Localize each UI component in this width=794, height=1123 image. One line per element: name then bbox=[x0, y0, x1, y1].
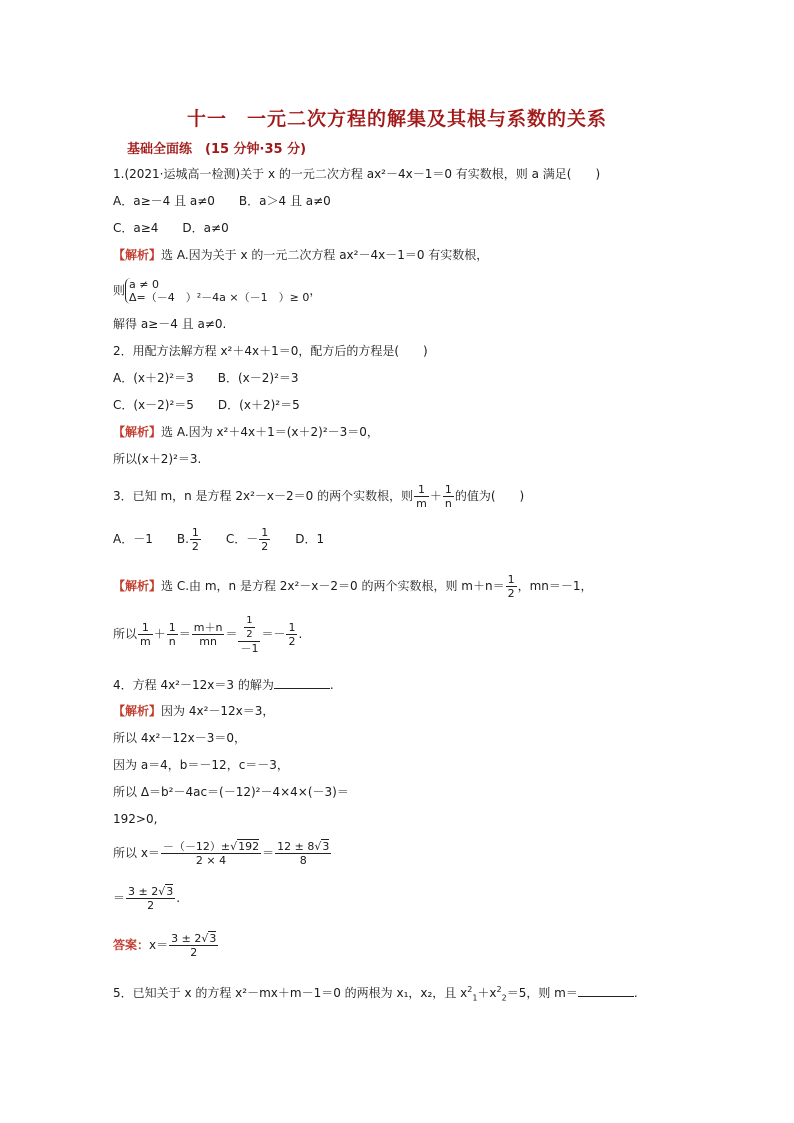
q1-solution-result: 解得 a≥－4 且 a≠0. bbox=[113, 317, 227, 331]
analysis-tag: 【解析】 bbox=[113, 579, 162, 593]
fraction-quadratic-formula: $\frac{-(-12)\pm√192}{2 \times 4}$ bbox=[162, 840, 260, 867]
q3-stem: 3．已知 m，n 是方程 2x²－x－2＝0 的两个实数根，则 $\frac{1}{m}$ ＋ $\frac{1}{n}$ 的值为( ) bbox=[113, 483, 525, 510]
q4-answer: 答案：x＝ $\frac{3 \pm 2√3}{2}$ bbox=[113, 932, 217, 959]
q1-solution-system: 则 a ≠ 0 Δ=（－4 ）²－4a ×（－1 ）≥ 0 ， bbox=[113, 278, 322, 304]
q2-solution-line2: 所以(x＋2)²＝3. bbox=[113, 452, 202, 466]
q3-solution-line2: 所以 $\frac{1}{m}$ ＋ $\frac{1}{n}$ ＝ $\frac{m+n}{mn}$ ＝ $\frac{\frac{1}{2}}{-1}$ ＝－ $\frac{1}{2}$ . bbox=[113, 615, 303, 655]
q2-options-ab: A．(x＋2)²＝3 B．(x－2)²＝3 bbox=[113, 371, 299, 385]
q4-solution-line4: 所以 Δ＝b²－4ac＝(－12)²－4×4×(－3)＝ bbox=[113, 785, 349, 799]
q3-options: A．－1 B. $\frac{1}{2}$ C．－ $\frac{1}{2}$ D．1 bbox=[113, 526, 325, 553]
q1-options-ab: A．a≥－4 且 a≠0 B．a＞4 且 a≠0 bbox=[113, 194, 331, 208]
q4-solution-line1: 【解析】因为 4x²－12x＝3， bbox=[113, 704, 275, 718]
q5-stem: 5．已知关于 x 的方程 x²－mx＋m－1＝0 的两根为 x₁，x₂，且 $x^2_1+x^2_2=5$，则 m＝ . bbox=[113, 985, 638, 1003]
fraction-simplified: $\frac{12 \pm 8√3}{8}$ bbox=[277, 840, 330, 867]
q4-solution-line2: 所以 4x²－12x－3＝0， bbox=[113, 731, 247, 745]
q1-stem: 1.(2021·运城高一检测)关于 x 的一元二次方程 ax²－4x－1＝0 有实数根，则 a 满足( ) bbox=[113, 167, 601, 181]
equation-system: a ≠ 0 Δ=（－4 ）²－4a ×（－1 ）≥ 0 bbox=[125, 278, 309, 304]
q4-stem: 4．方程 4x²－12x＝3 的解为 . bbox=[113, 678, 334, 692]
answer-blank[interactable] bbox=[274, 676, 330, 689]
q4-solution-line3: 因为 a＝4，b＝－12，c＝－3， bbox=[113, 758, 289, 772]
fraction-half: $\frac{1}{2}$ bbox=[261, 526, 269, 553]
q2-options-cd: C．(x－2)²＝5 D．(x＋2)²＝5 bbox=[113, 398, 300, 412]
q4-solution-final: ＝ $\frac{3 \pm 2√3}{2}$ . bbox=[113, 885, 181, 912]
fraction-final: $\frac{3 \pm 2√3}{2}$ bbox=[128, 885, 174, 912]
fraction-1-over-n: $\frac{1}{n}$ bbox=[168, 621, 176, 648]
q1-options-cd: C．a≥4 D．a≠0 bbox=[113, 221, 229, 235]
answer-label: 答案： bbox=[113, 938, 150, 952]
fraction-sum-over-product: $\frac{m+n}{mn}$ bbox=[193, 621, 223, 648]
fraction-final: $\frac{3 \pm 2√3}{2}$ bbox=[171, 932, 217, 959]
q4-solution-line5: 192>0, bbox=[113, 812, 158, 826]
fraction-1-over-n: $\frac{1}{n}$ bbox=[444, 483, 452, 510]
analysis-tag: 【解析】 bbox=[113, 248, 162, 262]
q1-solution-line1: 【解析】选 A.因为关于 x 的一元二次方程 ax²－4x－1＝0 有实数根， bbox=[113, 248, 489, 262]
q3-solution-line1: 【解析】选 C.由 m，n 是方程 2x²－x－2＝0 的两个实数根，则 m＋n＝ $\frac{1}{2}$ ，mn＝－1， bbox=[113, 573, 593, 600]
q2-stem: 2．用配方法解方程 x²＋4x＋1＝0，配方后的方程是( ) bbox=[113, 344, 428, 358]
section-heading: 基础全面练 (15 分钟·35 分) bbox=[127, 142, 307, 157]
fraction-nested: $\frac{\frac{1}{2}}{-1}$ bbox=[240, 615, 259, 655]
page-title: 十一 一元二次方程的解集及其根与系数的关系 bbox=[186, 108, 607, 130]
fraction-1-over-m: $\frac{1}{m}$ bbox=[416, 483, 427, 510]
answer-blank[interactable] bbox=[578, 984, 634, 997]
fraction-1-over-m: $\frac{1}{m}$ bbox=[140, 621, 151, 648]
analysis-tag: 【解析】 bbox=[113, 425, 162, 439]
q2-solution-line1: 【解析】选 A.因为 x²＋4x＋1＝(x＋2)²－3＝0， bbox=[113, 425, 379, 439]
fraction-half: $\frac{1}{2}$ bbox=[191, 526, 199, 553]
analysis-tag: 【解析】 bbox=[113, 704, 162, 718]
fraction-half: $\frac{1}{2}$ bbox=[507, 573, 515, 600]
q4-solution-formula: 所以 x＝ $\frac{-(-12)\pm√192}{2 \times 4}$ ＝ $\frac{12 \pm 8√3}{8}$ bbox=[113, 840, 330, 867]
fraction-half: $\frac{1}{2}$ bbox=[288, 621, 296, 648]
